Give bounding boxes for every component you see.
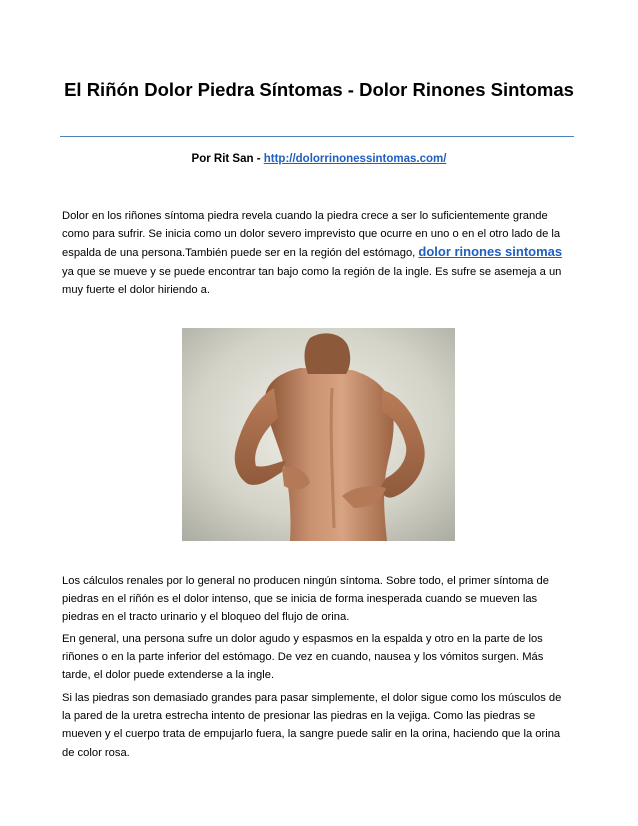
back-pain-photo xyxy=(182,328,455,541)
keyword-link[interactable]: dolor rinones sintomas xyxy=(418,244,563,260)
paragraph-symptoms: Los cálculos renales por lo general no producen ningún síntoma. Sobre todo, el primer síntoma de piedras en el riñón es el dolor intenso, que se inicia de forma inesperada cuando se mueven las piedras en el tracto urinario y el bloqueo del flujo de orina. xyxy=(62,575,549,624)
title-divider xyxy=(60,136,574,137)
byline xyxy=(60,151,578,167)
byline-link[interactable]: http://dolorrinonessintomas.com/ xyxy=(263,153,447,165)
paragraph-pain: En general, una persona sufre un dolor agudo y espasmos en la espalda y otro en la parte de los riñones o en la parte inferior del estómago. De vez en cuando, nausea y los vómitos surgen. Más tarde, el dolor puede extenderse a la ingle. xyxy=(62,633,544,682)
paragraph-stones: Si las piedras son demasiado grandes para pasar simplemente, el dolor sigue como los músculos de la pared de la uretra estrecha intento de presionar las piedras en la vejiga. Como las piedras se mueven y el cuerpo trata de empujarlo fuera, la sangre puede salir en la orina, haciendo que la orina de color rosa. xyxy=(62,692,562,759)
byline-author: Por Rit San - xyxy=(191,153,264,165)
paragraph-intro-text: Dolor en los riñones síntoma piedra revela cuando la piedra crece a ser lo suficientemente grande como para sufrir. Se inicia como un dolor severo imprevisto que ocurre en uno o en el otro lado de la espalda de una persona.También puede ser en la región del estómago, xyxy=(62,210,561,260)
page-title: El Riñón Dolor Piedra Síntomas - Dolor Rinones Sintomas xyxy=(64,79,574,100)
paragraph-intro xyxy=(62,207,572,299)
paragraph-intro-text-end: ya que se mueve y se puede encontrar tan bajo como la región de la ingle. Es sufre se asemeja a un muy fuerte el dolor hiriendo a. xyxy=(62,265,562,296)
